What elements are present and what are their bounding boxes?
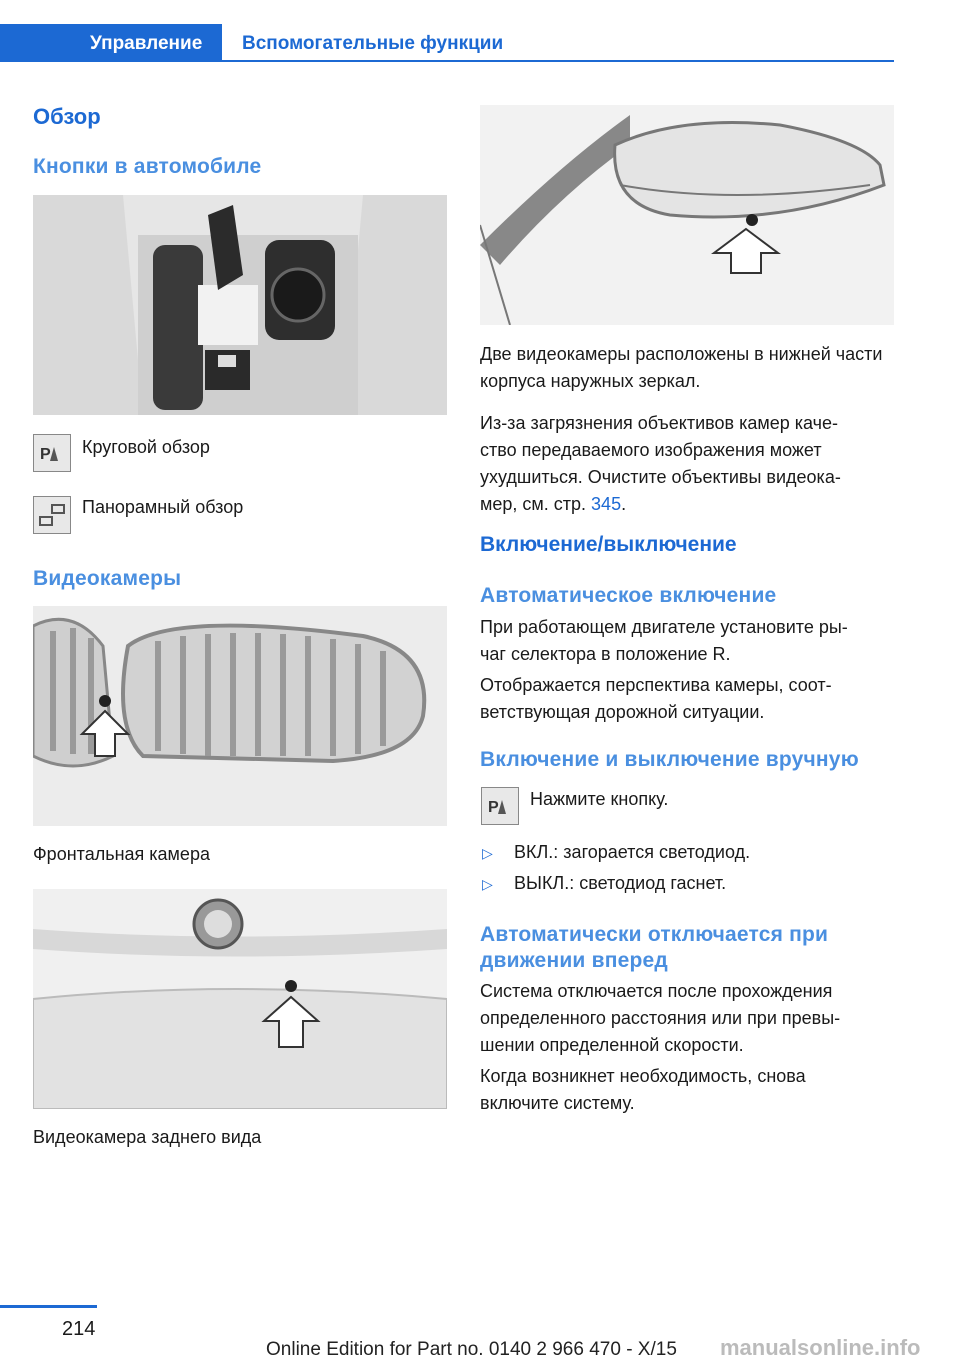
- dirt-line-4: [480, 491, 841, 518]
- dirt-warning-text: [480, 410, 841, 518]
- mirror-camera-image: [480, 105, 894, 325]
- dirt-line-2: ство передаваемого изображения может: [480, 440, 822, 460]
- dirt-line-4-text: мер, см. стр.: [480, 494, 587, 514]
- dirt-line-4-end: .: [621, 494, 627, 514]
- center-console-image: [33, 195, 447, 415]
- rear-camera-caption: Видеокамера заднего вида: [33, 1127, 262, 1147]
- auto-off-text: [480, 978, 840, 1059]
- svg-text:P: P: [488, 799, 499, 816]
- tab-driver-assistance[interactable]: Вспомогательные функции: [242, 33, 504, 54]
- header-rule: [222, 60, 894, 62]
- panorama-view-icon: [33, 496, 71, 534]
- edition-note: Online Edition for Part no. 0140 2 966 470 - X/15: [266, 1339, 677, 1360]
- front-camera-image: [33, 606, 447, 826]
- reenable-line-2: включите систему.: [480, 1093, 635, 1113]
- auto-off-heading-line-2: движении вперед: [480, 949, 668, 972]
- bullet-triangle-icon: ▷: [482, 876, 493, 892]
- park-view-button-icon: [481, 787, 519, 825]
- auto-on-text: [480, 614, 848, 668]
- auto-on-line-1: При работающем двигателе установите ры-: [480, 617, 848, 637]
- perspective-line-1: Отображается перспектива камеры, соот-: [480, 675, 832, 695]
- svg-text:P: P: [40, 446, 51, 463]
- auto-on-line-2: чаг селектора в положение R.: [480, 644, 731, 664]
- surround-view-icon: [33, 434, 71, 472]
- rear-camera-image: [33, 889, 447, 1109]
- dirt-line-3: ухудшиться. Очистите объективы видеока-: [480, 467, 841, 487]
- front-camera-caption: Фронтальная камера: [33, 844, 210, 864]
- panorama-view-label: Панорамный обзор: [82, 497, 244, 517]
- auto-off-line-1: Система отключается после прохождения: [480, 981, 833, 1001]
- reenable-text: [480, 1063, 806, 1117]
- bullet-on-text: ВКЛ.: загорается светодиод.: [514, 842, 751, 862]
- auto-off-heading-line-1: Автоматически отключается при: [480, 923, 829, 946]
- auto-off-line-3: шении определенной скорости.: [480, 1035, 744, 1055]
- bullet-triangle-icon: ▷: [482, 845, 493, 861]
- auto-off-heading: [480, 922, 828, 974]
- mirror-camera-text: Две видеокамеры расположены в нижней части корпуса наружных зеркал.: [480, 344, 883, 391]
- page-number: 214: [62, 1318, 96, 1340]
- tab-controls[interactable]: Управление: [0, 24, 222, 62]
- auto-on-heading: Автоматическое включение: [480, 584, 777, 607]
- page-reference-link[interactable]: 345: [591, 494, 622, 514]
- onoff-heading: Включение/выключение: [480, 533, 737, 556]
- dirt-line-1: Из-за загрязнения объективов камер каче-: [480, 413, 839, 433]
- footer-rule: [0, 1305, 97, 1308]
- surround-view-label: Круговой обзор: [82, 437, 210, 457]
- manual-heading: Включение и выключение вручную: [480, 748, 859, 771]
- perspective-line-2: ветствующая дорожной ситуации.: [480, 702, 765, 722]
- press-button-text: Нажмите кнопку.: [530, 789, 669, 809]
- reenable-line-1: Когда возникнет необходимость, снова: [480, 1066, 806, 1086]
- page-title: Обзор: [33, 104, 101, 129]
- section-buttons-heading: Кнопки в автомобиле: [33, 155, 262, 178]
- auto-off-line-2: определенного расстояния или при превы-: [480, 1008, 841, 1028]
- perspective-text: [480, 672, 832, 726]
- cameras-heading: Видеокамеры: [33, 567, 182, 590]
- watermark: manualsonline.info: [720, 1335, 921, 1360]
- bullet-off-text: ВЫКЛ.: светодиод гаснет.: [514, 873, 727, 893]
